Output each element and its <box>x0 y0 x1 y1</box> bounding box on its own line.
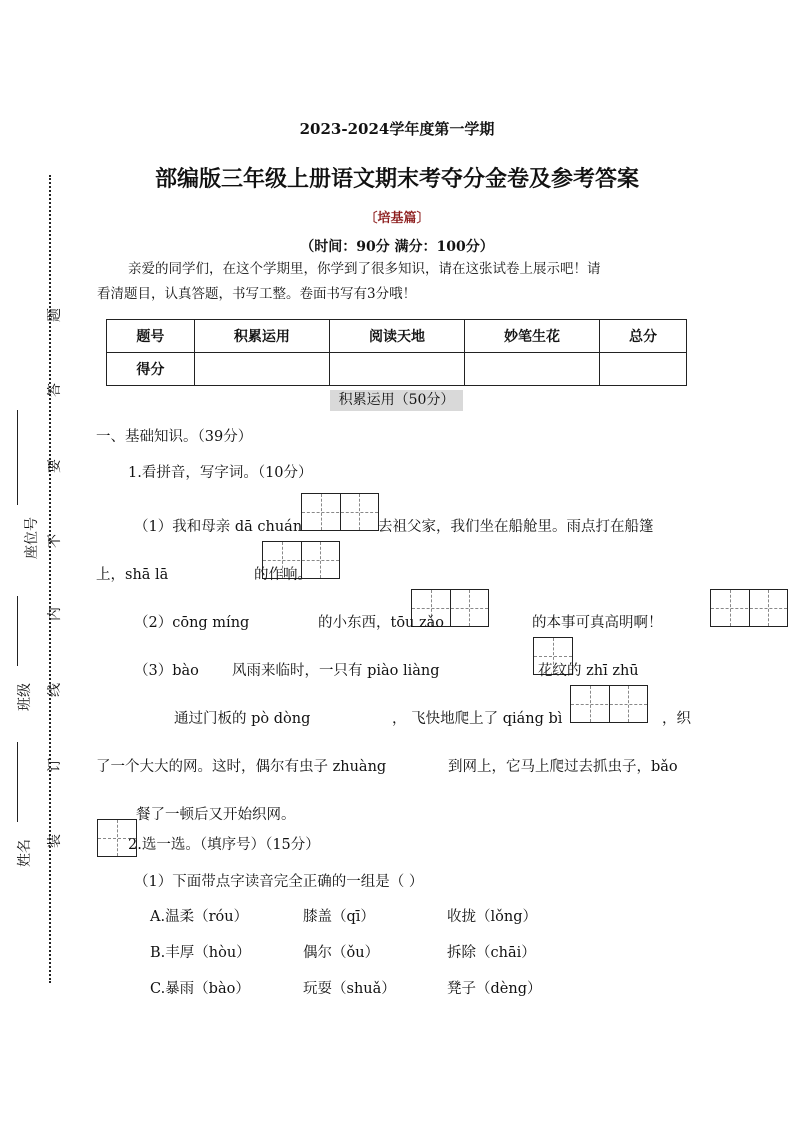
subtitle: 〔培基篇〕 <box>364 211 430 226</box>
option-c-2: 玩耍（shuǎ） <box>303 981 396 997</box>
answer-box[interactable] <box>301 493 379 531</box>
time-score: （时间：90分 满分：100分） <box>300 239 494 255</box>
text: （1）我和母亲 dā chuán <box>134 519 303 535</box>
option-b-3: 拆除（chāi） <box>447 945 536 961</box>
name-label: 姓名 <box>17 839 33 867</box>
option-a-2: 膝盖（qī） <box>303 909 375 925</box>
intro-line-2: 看清题目，认真答题，书写工整。卷面书写有3分哦！ <box>97 286 417 302</box>
binding-char: 要 <box>47 459 63 473</box>
score-table <box>106 319 687 386</box>
seat-number-blank[interactable] <box>17 410 18 505</box>
q1-sentence-3d: 通过门板的 pò dòng <box>174 711 311 727</box>
table-header-cell: 总分 <box>600 320 687 353</box>
binding-dotted-line <box>49 175 51 983</box>
q1-sentence-1 <box>134 517 302 537</box>
option-b-1[interactable]: B.丰厚（hòu） <box>150 945 251 961</box>
section-title: 积累运用（50分） <box>330 390 463 411</box>
option-b-2: 偶尔（ǒu） <box>303 945 380 961</box>
year-term: 2023-2024学年度第一学期 <box>299 120 495 138</box>
q1-sentence-1d: 的作响。 <box>254 567 312 583</box>
table-row-label: 得分 <box>107 353 195 386</box>
part1-heading: 一、基础知识。（39分） <box>96 429 253 445</box>
table-header-cell: 妙笔生花 <box>465 320 600 353</box>
q2-heading: 2.选一选。（填序号）（15分） <box>128 837 320 853</box>
q1-sentence-2b: 的小东西，tōu zǎo <box>318 615 445 631</box>
q1-sentence-2a: （2）cōng míng <box>134 615 250 631</box>
option-c-3: 凳子（dèng） <box>447 981 542 997</box>
q1-sentence-3e: ， 飞快地爬上了 qiáng bì <box>392 711 563 727</box>
table-header-cell: 积累运用 <box>194 320 329 353</box>
q1-sentence-2c: 的本事可真高明啊！ <box>532 615 663 631</box>
table-header-cell: 阅读天地 <box>329 320 464 353</box>
table-row <box>107 353 687 386</box>
q1-sentence-3g: 了一个大大的网。这时，偶尔有虫子 zhuàng <box>96 759 387 775</box>
score-cell[interactable] <box>194 353 329 386</box>
q1-sentence-3i: 餐了一顿后又开始织网。 <box>136 807 296 823</box>
binding-char: 答 <box>47 383 63 397</box>
answer-box[interactable] <box>570 685 648 723</box>
q1-sentence-1-rest: 去祖父家，我们坐在船舱里。雨点打在船篷 <box>378 519 654 535</box>
option-a-3: 收拢（lǒng） <box>447 909 537 925</box>
q1-sentence-3a: （3）bào <box>134 663 199 679</box>
page-title: 部编版三年级上册语文期末考夺分金卷及参考答案 <box>154 167 639 192</box>
score-cell[interactable] <box>329 353 464 386</box>
name-blank[interactable] <box>17 742 18 822</box>
q1-sentence-3b: 风雨来临时，一只有 piào liàng <box>232 663 440 679</box>
score-cell[interactable] <box>600 353 687 386</box>
score-cell[interactable] <box>465 353 600 386</box>
option-a-1[interactable]: A.温柔（róu） <box>150 909 249 925</box>
class-label: 班级 <box>17 683 33 711</box>
intro-line-1: 亲爱的同学们，在这个学期里，你学到了很多知识，请在这张试卷上展示吧！请 <box>128 261 601 277</box>
class-blank[interactable] <box>17 596 18 666</box>
q1-sentence-1c: 上，shā lā <box>96 567 169 583</box>
binding-char: 内 <box>47 607 63 621</box>
q1-sentence-3c: 花纹的 zhī zhū <box>538 663 639 679</box>
binding-char: 装 <box>47 834 63 848</box>
binding-char: 线 <box>47 683 63 697</box>
binding-char: 题 <box>47 308 63 322</box>
table-header-row <box>107 320 687 353</box>
table-header-cell: 题号 <box>107 320 195 353</box>
q2-sub1: （1）下面带点字读音完全正确的一组是（ ） <box>134 874 424 890</box>
q1-sentence-3f: ，织 <box>662 711 691 727</box>
q1-sentence-3h: 到网上，它马上爬过去抓虫子，bǎo <box>448 759 678 775</box>
option-c-1[interactable]: C.暴雨（bào） <box>150 981 250 997</box>
answer-box[interactable] <box>710 589 788 627</box>
seat-number-label: 座位号 <box>24 517 40 559</box>
binding-char: 不 <box>47 534 63 548</box>
q1-heading: 1.看拼音，写字词。（10分） <box>128 465 313 481</box>
binding-char: 订 <box>47 758 63 772</box>
